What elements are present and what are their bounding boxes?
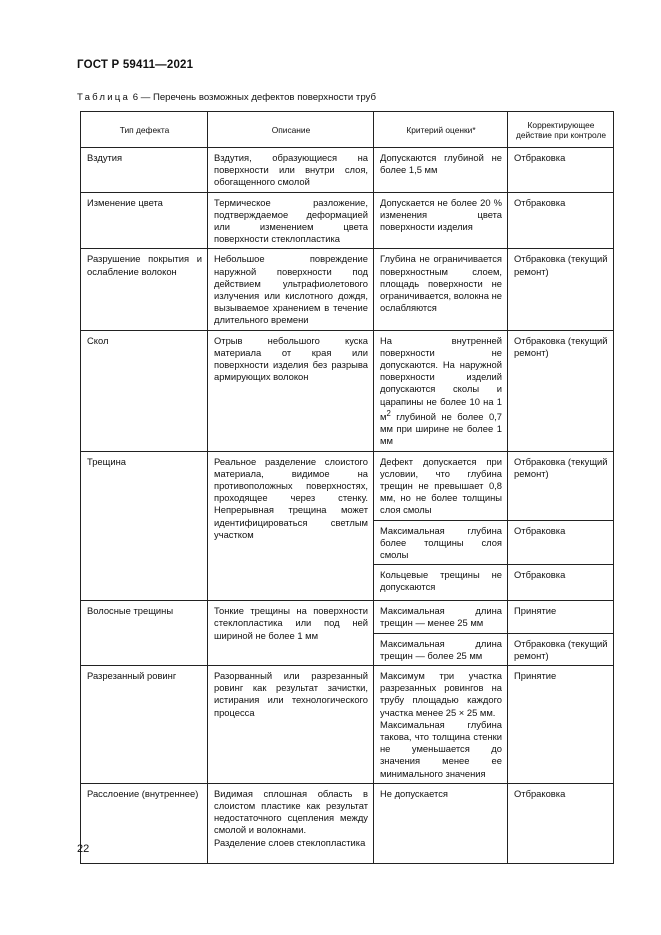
column-header: Корректирующее действие при контроле (508, 112, 614, 148)
evaluation-criterion: Максимальная глубина более толщины слоя смолы (374, 520, 508, 565)
table-row (81, 783, 614, 863)
standard-number: ГОСТ Р 59411—2021 (77, 59, 194, 71)
defect-type: Вздутия (81, 148, 208, 193)
caption-prefix: Таблица (77, 92, 131, 103)
evaluation-criterion: Максимальная длина трещин — менее 25 мм (374, 601, 508, 633)
defect-type: Разрезанный ровинг (81, 666, 208, 784)
evaluation-criterion: Дефект допускается при условии, что глубина трещин не превышает 0,8 мм, но не более толщины слоя смолы (374, 451, 508, 520)
corrective-action: Отбраковка (508, 520, 614, 565)
corrective-action: Отбраковка (508, 783, 614, 863)
corrective-action: Отбраковка (текущий ремонт) (508, 249, 614, 330)
description-paragraph: Разделение слоев стеклопластика (214, 836, 366, 848)
table-row (81, 666, 614, 784)
column-header: Тип дефекта (81, 112, 208, 148)
corrective-action: Принятие (508, 666, 614, 784)
table-row (81, 601, 614, 633)
evaluation-criterion: Не допускается (374, 783, 508, 863)
criterion-paragraph: Максимум три участка разрезанных ровингов на трубу площадью каждого участка менее 25 × 25 мм. (380, 670, 502, 718)
column-header: Критерий оценки* (374, 112, 508, 148)
defect-description (208, 783, 374, 863)
table-row (81, 451, 614, 520)
defect-type: Волосные трещины (81, 601, 208, 666)
corrective-action: Принятие (508, 601, 614, 633)
defect-description: Тонкие трещины на поверхности стеклопластика или под ней шириной не более 1 мм (208, 601, 374, 666)
evaluation-criterion (374, 330, 508, 451)
table-row (81, 330, 614, 451)
defect-description: Термическое разложение, подтверждаемое деформацией или изменением цвета поверхности стеклопластика (208, 192, 374, 249)
defect-type: Разрушение покрытия и ослабление волокон (81, 249, 208, 330)
corrective-action: Отбраковка (текущий ремонт) (508, 330, 614, 451)
corrective-action: Отбраковка (508, 565, 614, 601)
column-header: Описание (208, 112, 374, 148)
defect-type: Скол (81, 330, 208, 451)
table-row (81, 249, 614, 330)
description-paragraph: Видимая сплошная область в слоистом пластике как результат недостаточного сцепления между смолой и волокнами. (214, 787, 368, 836)
table-caption (77, 92, 376, 103)
defect-type: Трещина (81, 451, 208, 601)
criterion-text: На внутренней поверхности не допускаются. На наружной поверхности изделий допускаются сколы и царапины не более 10 на 1 м (380, 334, 502, 422)
defect-description: Небольшое повреждение наружной поверхности под действием ультрафиолетового излучения или кислотного дождя, вызываемое хранением в течение длительного времени (208, 249, 374, 330)
corrective-action: Отбраковка (508, 192, 614, 249)
defects-table (80, 111, 614, 864)
evaluation-criterion: Кольцевые трещины не допускаются (374, 565, 508, 601)
corrective-action: Отбраковка (текущий ремонт) (508, 451, 614, 520)
caption-text: 6 — Перечень возможных дефектов поверхности труб (132, 92, 376, 103)
criterion-paragraph: Максимальная глубина такова, что толщина стенки не уменьшается до значения менее ее минимального значения (380, 718, 502, 779)
corrective-action: Отбраковка (508, 148, 614, 193)
defect-description: Разорванный или разрезанный ровинг как результат зачистки, истирания или технологического процесса (208, 666, 374, 784)
evaluation-criterion: Глубина не ограничивается поверхностным слоем, площадь поверхности не ограничивается, волокна не ослабляются (374, 249, 508, 330)
evaluation-criterion (374, 666, 508, 784)
table-header-row (81, 112, 614, 148)
evaluation-criterion: Допускаются глубиной не более 1,5 мм (374, 148, 508, 193)
table-row (81, 148, 614, 193)
defect-type: Расслоение (внутреннее) (81, 783, 208, 863)
defect-description: Отрыв небольшого куска материала от края или поверхности изделия без разрыва армирующих волокон (208, 330, 374, 451)
defect-description: Реальное разделение слоистого материала, видимое на противоположных поверхностях, проходящее через стенку. Непрерывная трещина может идентифицироваться светлым участком (208, 451, 374, 601)
criterion-text: глубиной не более 0,7 мм при ширине не более 1 мм (380, 410, 502, 447)
page-number: 22 (77, 843, 90, 855)
defect-type: Изменение цвета (81, 192, 208, 249)
table-row (81, 192, 614, 249)
evaluation-criterion: Максимальная длина трещин — более 25 мм (374, 633, 508, 665)
corrective-action: Отбраковка (текущий ремонт) (508, 633, 614, 665)
defect-description: Вздутия, образующиеся на поверхности или внутри слоя, обогащенного смолой (208, 148, 374, 193)
evaluation-criterion: Допускается не более 20 % изменения цвета поверхности изделия (374, 192, 508, 249)
superscript: 2 (386, 408, 391, 418)
